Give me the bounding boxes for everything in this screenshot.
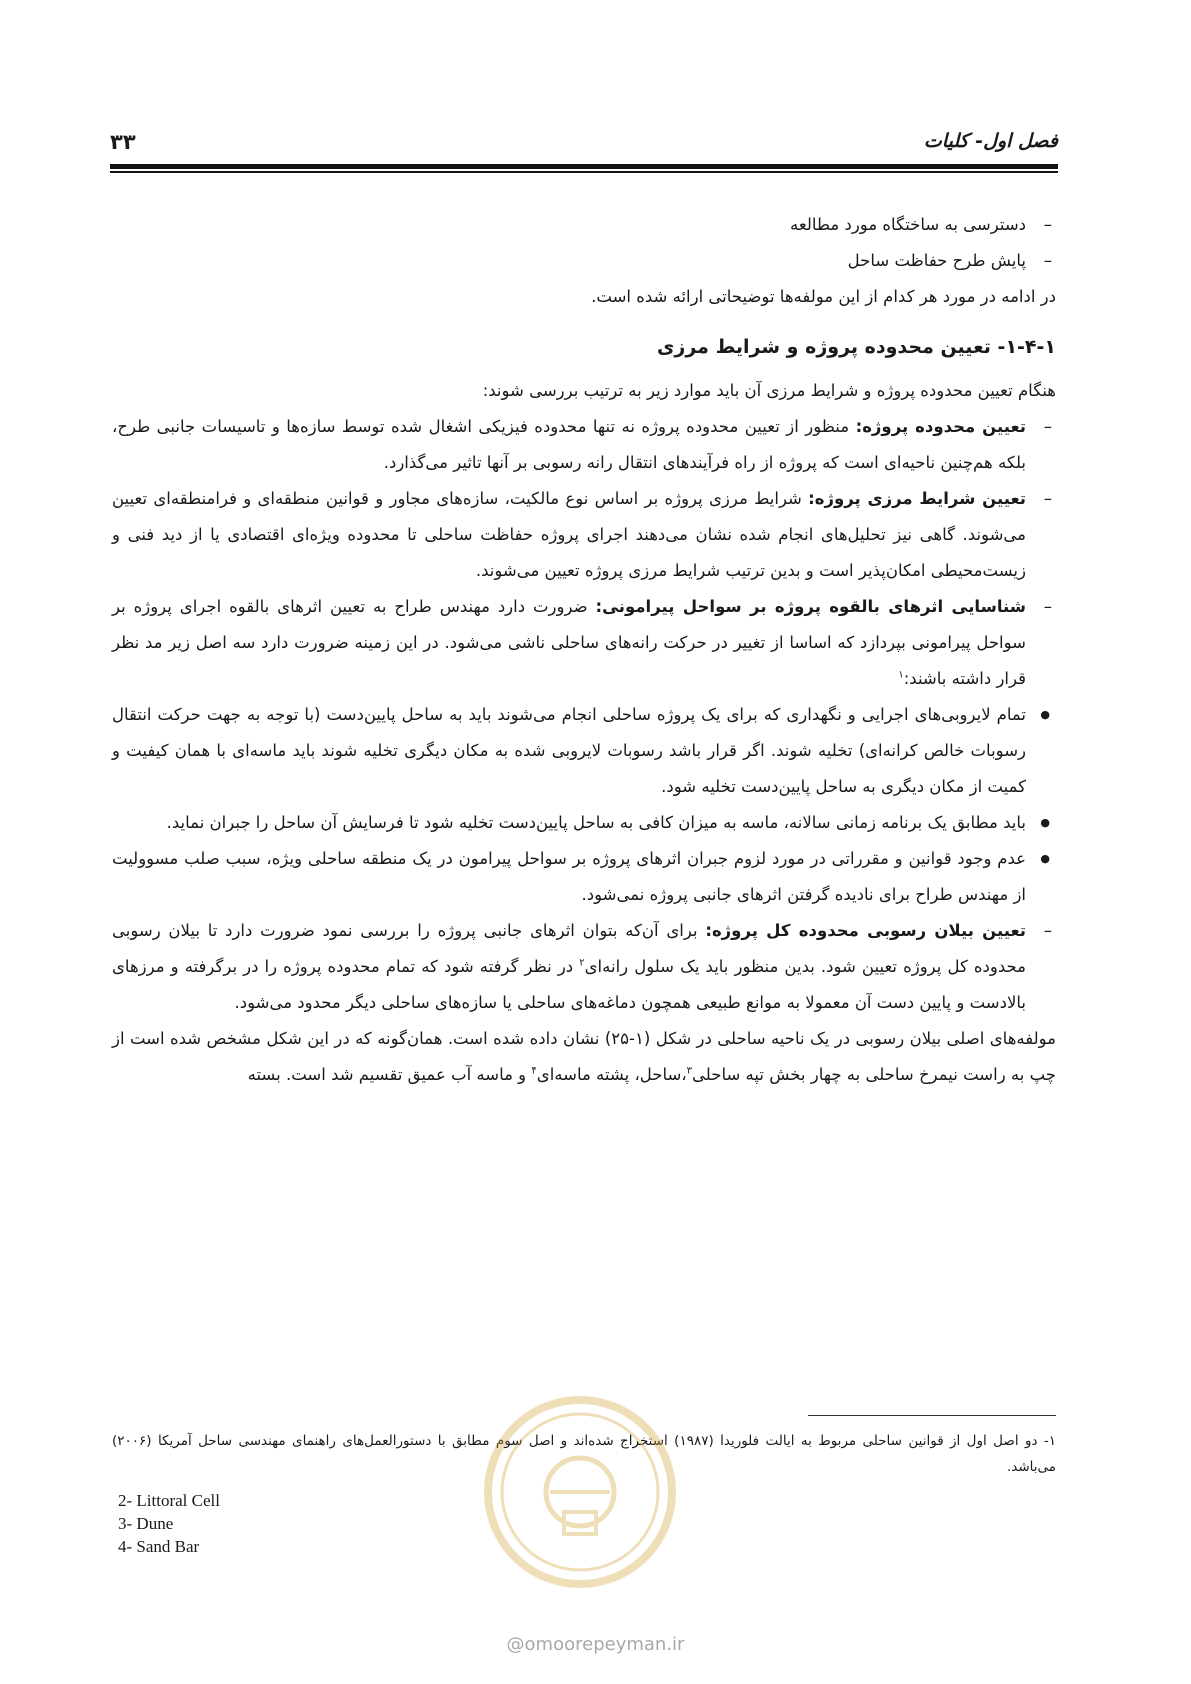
footnote-persian: ۱- دو اصل اول از قوانین ساحلی مربوط به ایالت فلوریدا (۱۹۸۷) استخراج شده‌اند و اصل سوم مطابق با دستورالعمل‌های راهنمای مهندسی ساحل آمریکا (۲۰۰۶) می‌باشد. xyxy=(112,1433,1056,1475)
footnote-en: 2- Littoral Cell xyxy=(118,1491,220,1510)
header-rule-thick xyxy=(110,164,1058,169)
closing-paragraph xyxy=(112,1021,1056,1093)
stamp-logo xyxy=(480,1392,680,1592)
item-text: منظور از تعیین محدوده پروژه نه تنها محدوده فیزیکی اشغال شده توسط سازه‌ها و تاسیسات جانبی طرح، بلکه هم‌چنین ناحیه‌ای است که پروژه از راه فرآیندهای انتقال رانه رسوبی بر آنها تاثیر می‌گذارد. xyxy=(112,417,1026,472)
closing-text: مولفه‌های اصلی بیلان رسوبی در یک ناحیه ساحلی در شکل (۱-۲۵) نشان داده شده است. همان‌گونه که در این شکل مشخص شده است از چپ به راست نیمرخ ساحلی به چهار بخش تپه ساحلی xyxy=(112,1029,1056,1084)
chapter-title: فصل اول- کلیات xyxy=(923,130,1058,152)
principle-item: ● تمام لایروبی‌های اجرایی و نگهداری که برای یک پروژه ساحلی انجام می‌شوند باید به ساحل پایین‌دست (با توجه به جهت حرکت انتقال رسوبات خالص کرانه‌ای) تخلیه شوند. اگر قرار باشد رسوبات لایروبی شده به مکان دیگری تخلیه شوند باید ماسه‌ای با همان کیفیت و کمیت از مکان دیگری به ساحل پایین‌دست تخلیه شود. xyxy=(112,697,1056,805)
closing-text: ،ساحل، پشته ماسه‌ای xyxy=(536,1065,687,1084)
item-text: شرایط مرزی پروژه بر اساس نوع مالکیت، سازه‌های مجاور و قوانین منطقه‌ای و فرامنطقه‌ای تعیین می‌شوند. گاهی نیز تحلیل‌های انجام شده نشان می‌دهند اجرای پروژه حفاظت ساحلی تا محدوده ویژه‌ای اقتصادی یا از دید فنی و زیست‌محیطی امکان‌پذیر است و بدین ترتیب شرایط مرزی پروژه تعیین می‌شوند. xyxy=(112,489,1026,580)
section-item-project-extent xyxy=(112,409,1056,481)
item-title: تعیین شرایط مرزی پروژه: xyxy=(808,489,1026,508)
principle-item: ● باید مطابق یک برنامه زمانی سالانه، ماسه به میزان کافی به ساحل پایین‌دست تخلیه شود تا فرسایش آن ساحل را جبران نماید. xyxy=(112,805,1056,841)
section-heading: ۱-۴-۱- تعیین محدوده پروژه و شرایط مرزی xyxy=(657,336,1056,358)
footnote-en: 4- Sand Bar xyxy=(118,1537,200,1556)
section-lead: هنگام تعیین محدوده پروژه و شرایط مرزی آن باید موارد زیر به ترتیب بررسی شوند: xyxy=(482,381,1056,400)
footnote-marker: ۲ xyxy=(579,957,585,969)
footnote-marker: ۳ xyxy=(686,1065,693,1077)
footnote-en: 3- Dune xyxy=(118,1514,174,1533)
footnote-rule xyxy=(808,1415,1056,1416)
footnote-marker: ۱ xyxy=(898,669,904,681)
footnote-marker: ۴ xyxy=(531,1065,537,1077)
page-body xyxy=(112,207,1056,1093)
watermark-text: @omoorepeyman.ir xyxy=(506,1634,685,1655)
section-item-sediment-budget xyxy=(112,913,1056,1021)
header-rule-thin xyxy=(110,171,1058,173)
section-item-potential-impacts xyxy=(112,589,1056,697)
item-text: در نظر گرفته شود که تمام محدوده پروژه را در برگرفته و مرزهای بالادست و پایین دست آن معمولا به موانع طبیعی همچون دماغه‌های ساحلی یا سازه‌های ساحلی دیگر محدود می‌شود. xyxy=(112,957,1026,1012)
item-title: شناسایی اثرهای بالقوه پروژه بر سواحل پیرامونی: xyxy=(595,597,1027,616)
closing-text: و ماسه آب عمیق تقسیم شد است. بسته xyxy=(247,1065,532,1084)
footnotes-english xyxy=(118,1489,220,1558)
page-number: ۳۳ xyxy=(110,130,136,154)
principle-item: ● عدم وجود قوانین و مقرراتی در مورد لزوم جبران اثرهای پروژه بر سواحل پیرامون در یک منطقه ساحلی ویژه، سبب صلب مسوولیت از مهندس طراح برای نادیده گرفتن اثرهای جانبی پروژه نمی‌شود. xyxy=(112,841,1056,913)
intro-paragraph: در ادامه در مورد هر کدام از این مولفه‌ها توضیحاتی ارائه شده است. xyxy=(591,287,1056,306)
intro-item: – پایش طرح حفاظت ساحل xyxy=(112,243,1056,279)
intro-item: – دسترسی به ساختگاه مورد مطالعه xyxy=(112,207,1056,243)
section-item-boundary-conditions xyxy=(112,481,1056,589)
item-title: تعیین محدوده پروژه: xyxy=(855,417,1026,436)
item-text: ضرورت دارد مهندس طراح به تعیین اثرهای بالقوه اجرای پروژه بر سواحل پیرامونی بپردازد که اساسا از تغییر در حرکت رانه‌های ساحلی ناشی می‌شود. در این زمینه ضرورت دارد سه اصل زیر مد نظر قرار داشته باشند: xyxy=(112,597,1026,688)
page-header xyxy=(110,130,1058,154)
item-title: تعیین بیلان رسوبی محدوده کل پروژه: xyxy=(705,921,1026,940)
item-text: برای آن‌که بتوان اثرهای جانبی پروژه را بررسی نمود ضرورت دارد تا بیلان رسوبی محدوده کل پروژه تعیین شود. بدین منظور باید یک سلول رانه‌ای xyxy=(112,921,1026,976)
